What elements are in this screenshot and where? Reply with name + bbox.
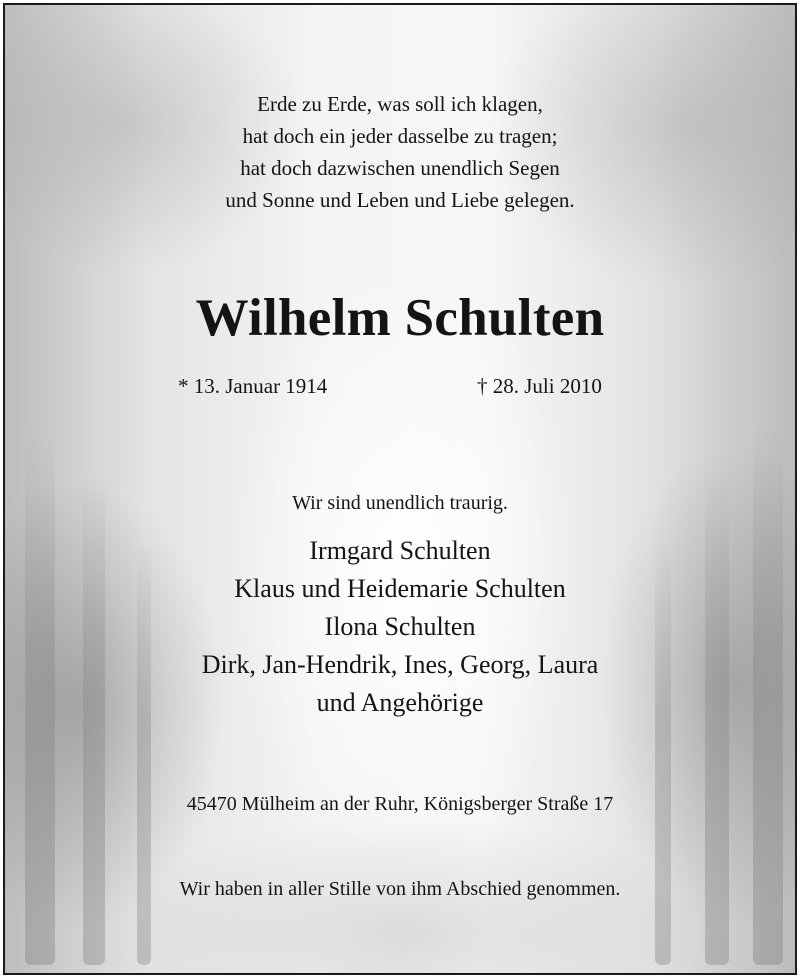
family-address: 45470 Mülheim an der Ruhr, Königsberger Straße 17 [186,793,614,815]
death-date: † 28. Juli 2010 [477,374,602,398]
mourner-line: Klaus und Heidemarie Schulten [234,574,566,603]
verse-line: und Sonne und Leben und Liebe gelegen. [225,188,575,212]
obituary-notice [3,3,797,975]
deceased-name: Wilhelm Schulten [195,289,605,347]
mourner-line: und Angehörige [316,688,484,717]
mourner-line: Ilona Schulten [324,612,476,641]
verse-line: hat doch dazwischen unendlich Segen [240,156,560,180]
verse-line: hat doch ein jeder dasselbe zu tragen; [242,124,558,148]
farewell-note: Wir haben in aller Stille von ihm Abschied genommen. [179,878,621,900]
grief-statement: Wir sind unendlich traurig. [292,492,508,514]
mourner-line: Irmgard Schulten [309,536,491,565]
birth-date: * 13. Januar 1914 [178,374,328,398]
verse-line: Erde zu Erde, was soll ich klagen, [257,92,543,116]
mourner-line: Dirk, Jan-Hendrik, Ines, Georg, Laura [201,650,599,679]
